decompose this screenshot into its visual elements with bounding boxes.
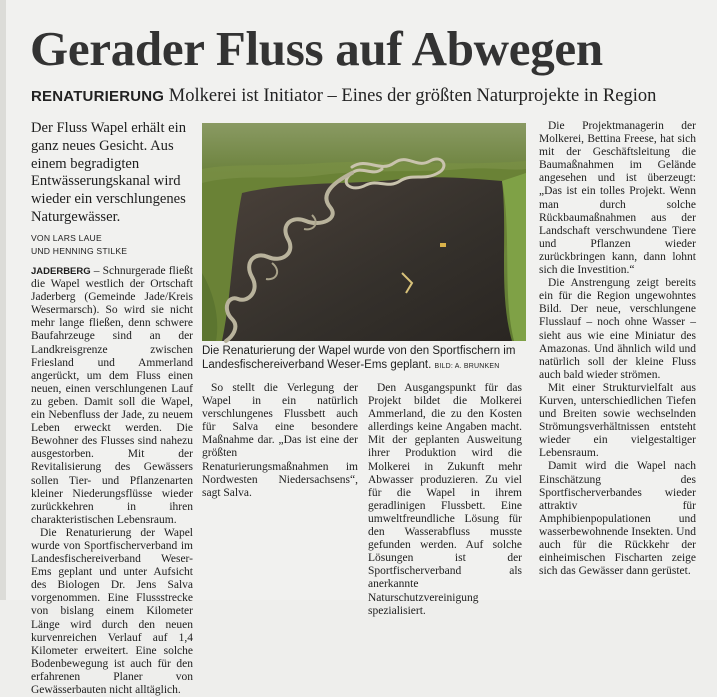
photo-caption <box>202 345 528 373</box>
article-paragraph: Damit wird die Wapel nach Einschätzung des Sportfischerverbandes wieder attraktiv für Amphibienpopulationen und wasserbewohnende Insekten. Und auch für die Rückkehr der einheimischen Fischarten zeige sich das Gewässer dann gerüstet. <box>539 460 696 578</box>
byline <box>31 232 201 258</box>
excavated-soil <box>222 177 512 341</box>
photo-illustration <box>202 123 526 341</box>
excavator-icon <box>440 243 446 247</box>
dateline: JADERBERG <box>31 266 91 277</box>
article-column-1 <box>31 265 193 697</box>
article-paragraph: Die Renaturierung der Wapel wurde von Sportfischerverband im Landesfischereiverband Weser-Ems geplant und unter Aufsicht des Biologen Dr. Jens Salva vorgenommen. Eine Flussstrecke von bislang einem Kilometer Länge wird durch den neuen kurvenreichen Verlauf auf 1,4 Kilometer erweitert. Eine solche Bodenbewegung ist auch für den erfahrenen Planer von Gewässerbauten nicht alltäglich. <box>31 526 193 696</box>
byline-line: UND HENNING STILKE <box>31 246 128 256</box>
subheadline <box>31 86 656 107</box>
article-paragraph: Die Projektmanagerin der Molkerei, Bettina Freese, hat sich mit der Geschäftsleitung die Baumaßnahmen im Gelände angesehen und ist überzeugt: „Das ist ein tolles Projekt. Wenn man durch solche Rückbaumaßnahmen aus der Landschaft verschwundene Tiere und Pflanzen wieder zurückbringen kann, dann lohnt sich die Investition.“ <box>539 120 696 277</box>
article-paragraph: Die Anstrengung zeigt bereits ein für die Region ungewohntes Bild. Der neue, verschlungene Flusslauf – noch ohne Wasser – sieht aus wie eine Miniatur des Amazonas. Und ähnlich wild und natürlich soll der kleine Fluss auch bald wieder strömen. <box>539 277 696 381</box>
caption-text: Die Renaturierung der Wapel wurde von den Sportfischern im Landesfischereiverband Weser-Ems geplant. <box>202 345 516 371</box>
lead-paragraph: Der Fluss Wapel erhält ein ganz neues Gesicht. Aus einem begradigten Entwässerungskanal wird wieder ein verschlungenes Naturgewässer. <box>31 120 186 225</box>
paragraph-text: – Schnurgerade fließt die Wapel westlich der Ortschaft Jaderberg (Gemeinde Jade/Kreis Wesermarsch). So wird sie nicht mehr lange fließen, denn schwere Baufahrzeuge sind an der Landkreisgrenze zwischen Friesland und Ammerland angerückt, um dem Fluss einen neuen, einen verschlungenen Lauf zu geben. Damit soll die Wapel, ein Nebenfluss der Jade, zu neuem Leben erweckt werden. Die Bewohner des Flusses sind nahezu ausgestorben. Mit der Revitalisierung des Gewässers sollen Tier- und Pflanzenarten kleiner Niederungsflüsse wieder zurückkehren in ihren charakteristischen Lebensraum. <box>31 265 193 526</box>
byline-line: VON LARS LAUE <box>31 233 102 243</box>
headline: Gerader Fluss auf Abwegen <box>30 21 603 76</box>
aerial-river-photo <box>202 123 526 341</box>
article-column-3 <box>368 382 522 618</box>
article-column-2 <box>202 382 358 500</box>
photo-credit: BILD: A. BRUNKEN <box>434 362 500 370</box>
subhead-text: Molkerei ist Initiator – Eines der größten Naturprojekte in Region <box>168 86 657 106</box>
article-column-4 <box>539 120 696 578</box>
page-edge <box>0 0 6 600</box>
article-paragraph <box>31 265 193 527</box>
article-paragraph: Den Ausgangspunkt für das Projekt bildet die Molkerei Ammerland, die zu den Kosten allerdings keine Angaben macht. Mit der geplanten Ausweitung ihrer Produktion wird die Molkerei in Zukunft mehr Abwasser produzieren. Zu viel für die Wapel in ihrem geradlinigen Flussbett. Eine umweltfreundliche Lösung für den Wasserabfluss musste gefunden werden. Auf solche Lösungen ist der Sportfischerverband als anerkannte Naturschutzvereinigung spezialisiert. <box>368 382 522 617</box>
article-paragraph: Mit einer Strukturvielfalt aus Kurven, unterschiedlichen Tiefen und Breiten sowie wechselnden Strömungsverhältnissen entsteht wieder ein vielgestaltiger Lebensraum. <box>539 381 696 460</box>
topic-kicker: RENATURIERUNG <box>31 88 165 105</box>
article-paragraph: So stellt die Verlegung der Wapel in ein natürlich verschlungenes Flussbett auch für Salva eine besondere Maßnahme dar. „Das ist eine der größten Renaturierungsmaßnahmen im Nordwesten Niedersachsens“, sagt Salva. <box>202 382 358 499</box>
